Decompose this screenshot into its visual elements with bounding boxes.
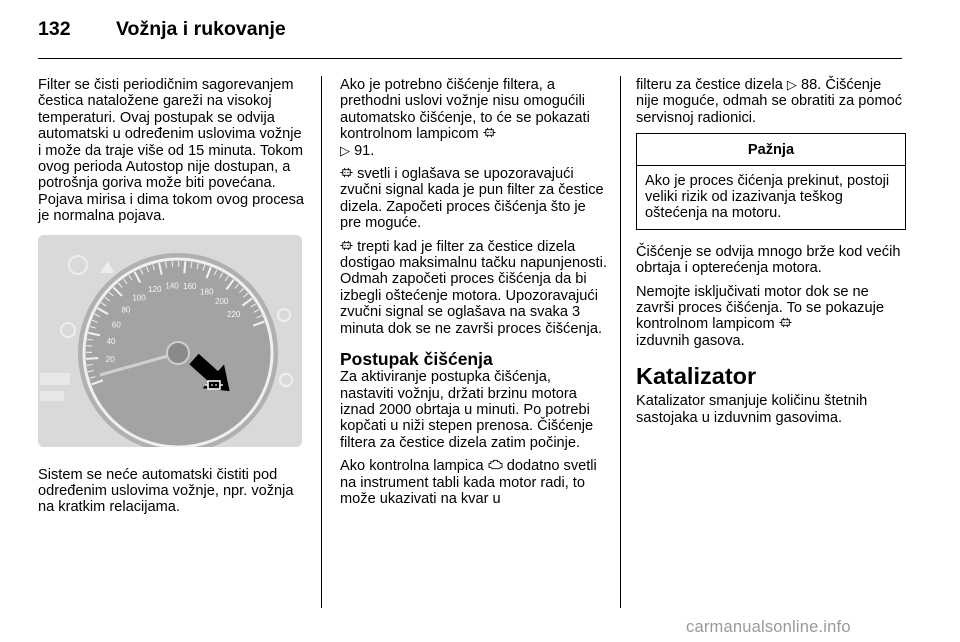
paragraph-cleaning-needed: Ako je potrebno čišćenje filtera, a prethodni uslovi vožnje nisu omogućili automatsko čišćenje, to će se pokazati kontrolnom lampicom ▷ 91. — [340, 77, 590, 159]
paragraph-lamp-on: svetli i oglašava se upozoravajući zvučni signal kada je pun filter za čestice dizela. Započeti proces čišćenja što je pre moguće. — [340, 166, 604, 232]
column-2 — [340, 77, 608, 514]
speedometer-tick-label: 60 — [111, 319, 121, 329]
column-divider-2 — [620, 76, 621, 608]
dpf-icon — [779, 316, 792, 329]
speedometer-tick-label: 40 — [106, 336, 116, 346]
caution-box — [636, 133, 906, 230]
triangle-reference-icon: ▷ — [340, 142, 350, 158]
speedometer-tick-label: 180 — [200, 287, 214, 297]
page-reference: 88. — [800, 77, 822, 93]
speedometer-tick-label: 220 — [227, 309, 241, 319]
section-heading-cleaning-procedure: Postupak čišćenja — [340, 349, 493, 370]
paragraph-lamp-flashing: trepti kad je filter za čestice dizela dostigao maksimalnu tačku napunjenosti. Odmah započeti proces čišćenja da bi izbegli oštećenje motora. Upozoravajući zvučni signal se oglašava na svaka 3 minuta dok se ne završi proces čišćenja. — [340, 238, 607, 337]
page-number: 132 — [38, 18, 71, 40]
paragraph-do-not-switch-off: Nemojte isključivati motor dok se ne završi proces čišćenja. To se pokazuje kontrolnom lampicom izduvnih gasova. — [636, 283, 884, 349]
dpf-icon — [340, 239, 353, 252]
speedometer-tick-label: 80 — [121, 304, 131, 314]
paragraph-engine-lamp: Ako kontrolna lampica dodatno svetli na instrument tabli kada motor radi, to može ukazivati na kvar u — [340, 458, 597, 507]
speedometer-tick-label: 140 — [165, 280, 179, 290]
watermark: carmanualsonline.info — [686, 618, 851, 636]
dpf-icon — [483, 126, 496, 139]
paragraph-faster-cleaning: Čišćenje se odvija mnogo brže kod većih obrtaja i opterećenja motora. — [636, 243, 901, 277]
dpf-icon — [340, 166, 353, 179]
paragraph-service-workshop: filteru za čestice dizela ▷ 88. Čišćenje nije moguće, odmah se obratiti za pomoć servisnoj radionici. — [636, 77, 903, 126]
paragraph-catalyst: Katalizator smanjuje količinu štetnih sastojaka u izduvnim gasovima. — [636, 393, 868, 426]
paragraph-no-auto-clean: Sistem se neće automatski čistiti pod određenim uslovima vožnje, npr. vožnja na kratkim relacijama. — [38, 466, 294, 516]
paragraph-filter-cleaning: Filter se čisti periodičnim sagorevanjem čestica nataložene gareži na visokoj temperaturi. Ovaj postupak se odvija automatski u određenim uslovima vožnje i može da traje više od 15 minuta. Tokom ovog perioda Autostop nije dostupan, a potrošnja goriva može biti povećana. Pojava mirisa i dima tokom ovog procesa je normalna pojava. — [38, 77, 305, 225]
speedometer-tick-label: 120 — [148, 284, 162, 294]
caution-text: Ako je proces čićenja prekinut, postoji veliki rizik od izazivanja teškog oštećenja na motoru. — [645, 172, 890, 222]
caution-title: Pažnja — [637, 134, 905, 165]
chapter-title: Vožnja i rukovanje — [116, 18, 286, 40]
page-reference: 91. — [354, 142, 375, 159]
speedometer-tick-label: 20 — [105, 354, 115, 364]
speedometer-tick-label: 100 — [132, 292, 146, 302]
speedometer-illustration — [38, 235, 302, 447]
column-3 — [636, 77, 906, 433]
engine-check-icon — [488, 458, 503, 471]
section-heading-catalyst: Katalizator — [636, 363, 757, 390]
triangle-reference-icon: ▷ — [786, 77, 797, 92]
column-divider-1 — [321, 76, 322, 608]
paragraph-cleaning-procedure: Za aktiviranje postupka čišćenja, nastaviti vožnju, držati brzinu motora iznad 2000 obrtaja u minuti. Po potrebi kopčati u niži stepen prenosa. Čišćenje filtera za čestice dizela zatim počinje. — [340, 369, 594, 451]
speedometer-tick-label: 200 — [215, 296, 229, 306]
column-1 — [38, 77, 308, 523]
header-rule — [38, 58, 902, 59]
speedometer-tick-label: 160 — [183, 281, 197, 291]
